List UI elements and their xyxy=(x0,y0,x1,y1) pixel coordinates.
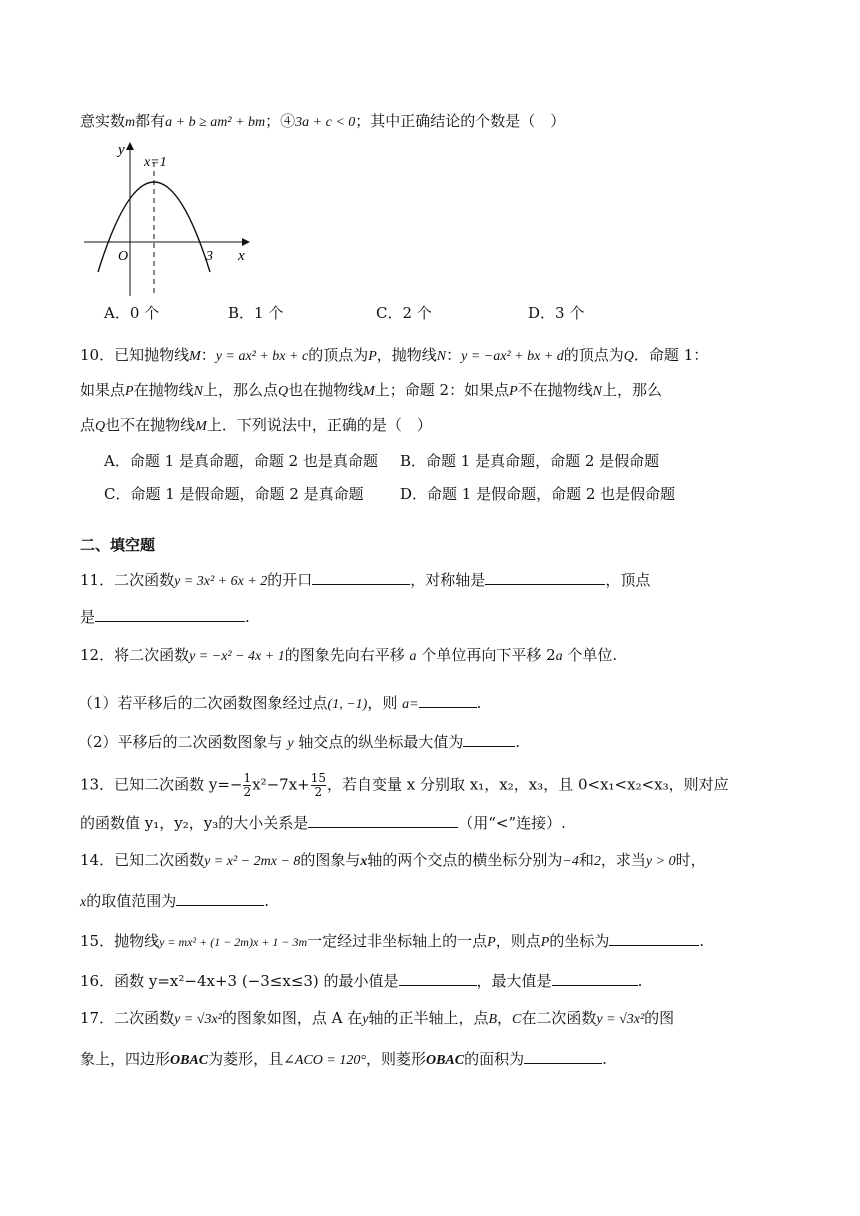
q10-var-m: M xyxy=(363,384,375,399)
q13-text: （用“<”连接）. xyxy=(458,814,566,832)
q17-text: 轴的正半轴上，点 xyxy=(368,1009,489,1027)
q11-line-2 xyxy=(80,605,250,627)
q15-text: . xyxy=(699,932,705,950)
q10-var-q: Q xyxy=(623,349,634,364)
q12-equation: y = −x² − 4x + 1 xyxy=(189,649,285,664)
q13-line-2 xyxy=(80,811,566,833)
q17-var-b: B xyxy=(488,1012,498,1027)
q16-blank-min[interactable] xyxy=(399,969,477,986)
q10-text: ： xyxy=(200,346,216,364)
q10-var-p: P xyxy=(509,384,518,399)
q9-option-d[interactable]: D．3 个 xyxy=(528,304,585,322)
q9-text: 意实数 xyxy=(80,112,126,130)
q12-text: 12．将二次函数 xyxy=(80,646,190,664)
q14-text: 的取值范围为 xyxy=(86,892,177,910)
q14-root-2: 2 xyxy=(593,854,601,869)
q10-text: 的顶点为 xyxy=(563,346,624,364)
q16-text: 16．函数 y=x²−4x+3 (−3≤x≤3) 的最小值是 xyxy=(80,972,399,990)
q10-text: 的顶点为 xyxy=(308,346,369,364)
q10-var-q: Q xyxy=(95,419,106,434)
q10-var-m: M xyxy=(189,349,201,364)
q14-text: 轴的两个交点的横坐标分别为 xyxy=(367,851,563,869)
q12-text: （1）若平移后的二次函数图象经过点 xyxy=(78,694,328,712)
q11-equation: y = 3x² + 6x + 2 xyxy=(174,574,268,589)
q12-text: 的图象先向右平移 xyxy=(284,646,405,664)
q14-text: . xyxy=(264,892,270,910)
q10-option-d[interactable]: D．命题 1 是假命题，命题 2 也是假命题 xyxy=(400,485,676,503)
q12-text: （2）平移后的二次函数图象与 xyxy=(78,733,283,751)
q17-line-1 xyxy=(80,1008,674,1030)
q17-text: 在二次函数 xyxy=(521,1009,597,1027)
q17-text: 的图 xyxy=(644,1009,675,1027)
q15-text: 的坐标为 xyxy=(549,932,610,950)
q9-var-m: m xyxy=(125,115,136,130)
q11-line-1 xyxy=(80,568,650,592)
q12-var-y: y xyxy=(287,736,294,751)
q12-text: . xyxy=(476,694,482,712)
q13-blank[interactable] xyxy=(308,811,458,828)
q17-line-2 xyxy=(80,1047,607,1071)
q10-text: 在抛物线 xyxy=(133,381,194,399)
origin-label: O xyxy=(118,249,129,264)
q17-shape: OBAC xyxy=(425,1053,465,1068)
q13-text: 的函数值 y₁，y₂，y₃的大小关系是 xyxy=(80,814,309,832)
q10-line-3 xyxy=(80,415,432,437)
q13-text: ，若自变量 x 分别取 x₁，x₂，x₃，且 0<x₁<x₂<x₃，则对应 xyxy=(327,775,729,794)
q14-root-1: −4 xyxy=(562,854,579,869)
q14-text: 的图象与 xyxy=(300,851,361,869)
q17-blank[interactable] xyxy=(524,1047,602,1064)
q12-text: 轴交点的纵坐标最大值为 xyxy=(298,733,464,751)
q10-option-b[interactable]: B．命题 1 是真命题，命题 2 是假命题 xyxy=(400,452,660,470)
q10-text: 上；命题 2：如果点 xyxy=(374,381,510,399)
x-axis-label: x xyxy=(238,248,245,264)
q12-blank-max[interactable] xyxy=(463,730,515,747)
q10-text: 也不在抛物线 xyxy=(105,416,196,434)
q17-text: 的图象如图，点 A 在 xyxy=(221,1009,363,1027)
q13-fraction-1 xyxy=(243,772,251,799)
q11-text: 11．二次函数 xyxy=(80,571,175,589)
q15-var-p: P xyxy=(487,935,496,950)
q17-equation: y = √3x² xyxy=(174,1012,222,1027)
q9-option-b[interactable]: B．1 个 xyxy=(228,304,284,322)
q10-text: ： xyxy=(446,346,462,364)
q17-text: 象上，四边形 xyxy=(80,1050,171,1068)
q10-text: ，抛物线 xyxy=(376,346,437,364)
q17-equation: y = √3x² xyxy=(596,1012,645,1027)
q10-text: ．命题 1： xyxy=(633,346,709,364)
q9-option-c[interactable]: C．2 个 xyxy=(376,304,432,322)
q15-text: 一定经过非坐标轴上的一点 xyxy=(307,932,488,950)
y-axis-label: y xyxy=(118,142,125,158)
q10-var-q: Q xyxy=(277,384,289,399)
root-label: 3 xyxy=(206,249,213,264)
q10-var-n: N xyxy=(592,384,602,399)
q10-text: 上，那么 xyxy=(602,381,663,399)
q12-point: (1, −1) xyxy=(327,697,368,712)
q13-fraction-1-numerator: 1 xyxy=(243,771,252,785)
q14-blank[interactable] xyxy=(176,889,264,906)
q14-var-x: x xyxy=(360,854,368,869)
q10-equation-n: y = −ax² + bx + d xyxy=(461,349,564,364)
q13-fraction-2-denominator: 2 xyxy=(314,785,323,799)
q10-text: 如果点 xyxy=(80,381,126,399)
q10-line-1 xyxy=(80,345,708,367)
q16-text: . xyxy=(637,972,643,990)
q14-equation: y = x² − 2mx − 8 xyxy=(204,854,301,869)
q10-var-p: P xyxy=(368,349,377,364)
symmetry-axis-label: x=1 xyxy=(144,155,167,170)
q15-text: ，则点 xyxy=(495,932,541,950)
section-title: 二、填空题 xyxy=(80,536,156,554)
q14-text: 14．已知二次函数 xyxy=(80,851,205,869)
q10-line-2 xyxy=(80,380,662,402)
q12-blank-a[interactable] xyxy=(419,691,477,708)
q17-text: ，则菱形 xyxy=(365,1050,426,1068)
q15-equation: y = mx² + (1 − 2m)x + 1 − 3m xyxy=(159,935,308,949)
q15-text: 15．抛物线 xyxy=(80,932,160,950)
q16-line xyxy=(80,969,642,991)
q17-text: 为菱形，且 xyxy=(208,1050,284,1068)
q10-text: 也在抛物线 xyxy=(288,381,364,399)
q17-text: 17．二次函数 xyxy=(80,1009,175,1027)
q10-equation-m: y = ax² + bx + c xyxy=(215,349,309,364)
q12-text: 个单位再向下平移 2 xyxy=(421,646,556,664)
q13-line-1 xyxy=(80,772,729,799)
q12-text: ，则 xyxy=(367,694,398,712)
q16-blank-max[interactable] xyxy=(552,969,638,986)
q17-text: . xyxy=(602,1050,607,1068)
q16-text: ，最大值是 xyxy=(476,972,552,990)
q12-part-1 xyxy=(78,691,481,715)
q11-text: 是 xyxy=(80,608,96,626)
q13-text: x²−7x+ xyxy=(252,775,310,794)
q14-text: 和 xyxy=(578,851,594,869)
q9-text: ；其中正确结论的个数是（ ） xyxy=(355,112,566,130)
q13-fraction-1-denominator: 2 xyxy=(243,785,252,799)
q13-fraction-2 xyxy=(311,772,326,799)
q17-text: 的面积为 xyxy=(464,1050,525,1068)
q12-text: 个单位. xyxy=(567,646,618,664)
q12-var-a: a xyxy=(409,649,417,664)
q11-blank-axis[interactable] xyxy=(485,568,605,585)
q14-var-x: x xyxy=(80,895,87,910)
q13-fraction-2-numerator: 15 xyxy=(310,771,327,785)
q14-text: ，求当 xyxy=(600,851,646,869)
q10-text: 不在抛物线 xyxy=(517,381,593,399)
q12-text: a= xyxy=(402,697,419,712)
q10-option-c[interactable]: C．命题 1 是假命题，命题 2 是真命题 xyxy=(104,485,364,503)
q11-blank-vertex[interactable] xyxy=(95,605,245,622)
q11-text: ，顶点 xyxy=(605,571,651,589)
q9-text: 都有 xyxy=(135,112,166,130)
q9-condition-4: 3a + c < 0 xyxy=(295,115,356,130)
q13-text: 13．已知二次函数 y=− xyxy=(80,775,243,794)
q17-var-y: y xyxy=(362,1012,369,1027)
q12-line-1 xyxy=(80,645,617,667)
q17-shape: OBAC xyxy=(170,1053,209,1068)
q15-line xyxy=(80,929,704,953)
q12-part-2 xyxy=(78,730,520,754)
q10-var-n: N xyxy=(193,384,203,399)
q9-inequality: a + b ≥ am² + bm xyxy=(165,115,266,130)
q10-var-p: P xyxy=(125,384,134,399)
q11-text: 的开口 xyxy=(267,571,313,589)
q12-text: . xyxy=(515,733,521,751)
q10-var-m: M xyxy=(195,419,207,434)
q9-text: ；④ xyxy=(265,112,296,130)
q14-text: 时， xyxy=(675,851,706,869)
q10-text: 上．下列说法中，正确的是（ ） xyxy=(206,416,432,434)
q11-blank-opening[interactable] xyxy=(312,568,410,585)
q15-var-p: P xyxy=(540,935,550,950)
q11-text: . xyxy=(245,608,250,626)
q14-line-2 xyxy=(80,889,269,913)
q12-var-a: a xyxy=(555,649,563,664)
q14-line-1 xyxy=(80,850,706,872)
q10-text: 上，那么点 xyxy=(202,381,278,399)
q10-text: 点 xyxy=(80,416,96,434)
q15-blank[interactable] xyxy=(609,929,699,946)
q10-text: 10．已知抛物线 xyxy=(80,346,190,364)
q10-var-n: N xyxy=(436,349,447,364)
q10-option-a[interactable]: A．命题 1 是真命题，命题 2 也是真命题 xyxy=(104,452,378,470)
q17-var-c: C xyxy=(512,1012,522,1027)
q14-condition: y > 0 xyxy=(645,854,676,869)
q9-option-a[interactable]: A．0 个 xyxy=(104,304,160,322)
q11-text: ，对称轴是 xyxy=(410,571,486,589)
q17-angle: ∠ACO = 120° xyxy=(283,1053,366,1068)
q9-parabola-graph xyxy=(84,138,254,298)
q9-tail-line xyxy=(80,111,565,133)
q17-text: ， xyxy=(497,1009,513,1027)
